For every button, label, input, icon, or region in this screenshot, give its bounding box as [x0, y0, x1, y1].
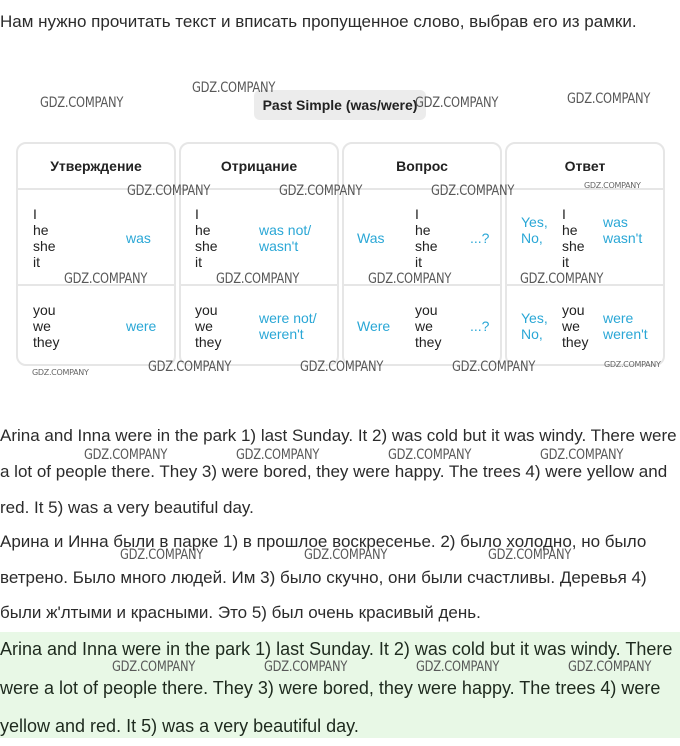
- watermark: GDZ.COMPANY: [388, 447, 472, 463]
- answer-card: [505, 142, 665, 366]
- watermark: GDZ.COMPANY: [300, 359, 384, 375]
- english-text: Arina and Inna were in the park 1) last Sunday. It 2) was cold but it was windy. There were a lot of people there. They 3) were bored, they were happy. The trees 4) were yellow and red. It 5) was a very beautiful day.: [0, 426, 677, 517]
- watermark: GDZ.COMPANY: [236, 447, 320, 463]
- plural-answer-verbs: were weren't: [603, 310, 648, 342]
- watermark: GDZ.COMPANY: [64, 271, 148, 287]
- singular-answer-verbs: was wasn't: [603, 214, 643, 246]
- watermark: GDZ.COMPANY: [148, 359, 232, 375]
- task-instruction: Нам нужно прочитать текст и вписать пропущенное слово, выбрав его из рамки.: [0, 12, 637, 31]
- watermark: GDZ.COMPANY: [431, 183, 515, 199]
- negative-card: [179, 142, 339, 366]
- question-card: [342, 142, 502, 366]
- singular-question-mark: ...?: [470, 230, 490, 246]
- plural-pronouns: you we they: [415, 302, 442, 350]
- watermark: GDZ.COMPANY: [452, 359, 536, 375]
- watermark: GDZ.COMPANY: [32, 368, 89, 377]
- singular-neg-verb: was not/ wasn't: [259, 222, 312, 254]
- answer-text: Arina and Inna were in the park 1) last Sunday. It 2) was cold but it was windy. There were a lot of people there. They 3) were bored, they were happy. The trees 4) were yellow and red. It 5) was a very beautiful day.: [0, 639, 673, 736]
- singular-pronouns: I he she it: [195, 206, 218, 270]
- singular-pronouns: I he she it: [562, 206, 585, 270]
- plural-neg-verb: were not/ weren't: [259, 310, 317, 342]
- singular-pronouns: I he she it: [33, 206, 56, 270]
- watermark: GDZ.COMPANY: [368, 271, 452, 287]
- watermark: GDZ.COMPANY: [540, 447, 624, 463]
- watermark: GDZ.COMPANY: [216, 271, 300, 287]
- watermark: GDZ.COMPANY: [415, 95, 499, 111]
- watermark: GDZ.COMPANY: [568, 659, 652, 675]
- watermark: GDZ.COMPANY: [112, 659, 196, 675]
- watermark: GDZ.COMPANY: [127, 183, 211, 199]
- plural-pronouns: you we they: [562, 302, 589, 350]
- plural-yes-no: Yes, No,: [521, 310, 548, 342]
- watermark: GDZ.COMPANY: [84, 447, 168, 463]
- grammar-topic-chip: Past Simple (was/were): [254, 90, 426, 120]
- watermark: GDZ.COMPANY: [604, 360, 661, 369]
- plural-pronouns: you we they: [195, 302, 222, 350]
- negative-header: Отрицание: [181, 144, 337, 190]
- watermark: GDZ.COMPANY: [584, 181, 641, 190]
- watermark: GDZ.COMPANY: [264, 659, 348, 675]
- watermark: GDZ.COMPANY: [488, 547, 572, 563]
- plural-affirm-verb: were: [126, 318, 157, 334]
- plural-pronouns: you we they: [33, 302, 60, 350]
- singular-pronouns: I he she it: [415, 206, 438, 270]
- singular-yes-no: Yes, No,: [521, 214, 548, 246]
- watermark: GDZ.COMPANY: [304, 547, 388, 563]
- answer-header: Ответ: [507, 144, 663, 190]
- affirmative-header: Утверждение: [18, 144, 174, 190]
- watermark: GDZ.COMPANY: [40, 95, 124, 111]
- russian-translation: Арина и Инна были в парке 1) в прошлое воскресенье. 2) было холодно, но было ветрено. Было много людей. Им 3) было скучно, они были счастливы. Деревья 4) были ж'лтыми и красными. Это 5) был очень красивый день.: [0, 532, 647, 622]
- watermark: GDZ.COMPANY: [520, 271, 604, 287]
- watermark: GDZ.COMPANY: [416, 659, 500, 675]
- plural-question-verb: Were: [357, 318, 391, 334]
- watermark: GDZ.COMPANY: [192, 80, 276, 96]
- watermark: GDZ.COMPANY: [279, 183, 363, 199]
- watermark: GDZ.COMPANY: [567, 91, 651, 107]
- affirmative-card: [16, 142, 176, 366]
- singular-question-verb: Was: [357, 230, 385, 246]
- singular-affirm-verb: was: [126, 230, 151, 246]
- watermark: GDZ.COMPANY: [120, 547, 204, 563]
- question-header: Вопрос: [344, 144, 500, 190]
- plural-question-mark: ...?: [470, 318, 490, 334]
